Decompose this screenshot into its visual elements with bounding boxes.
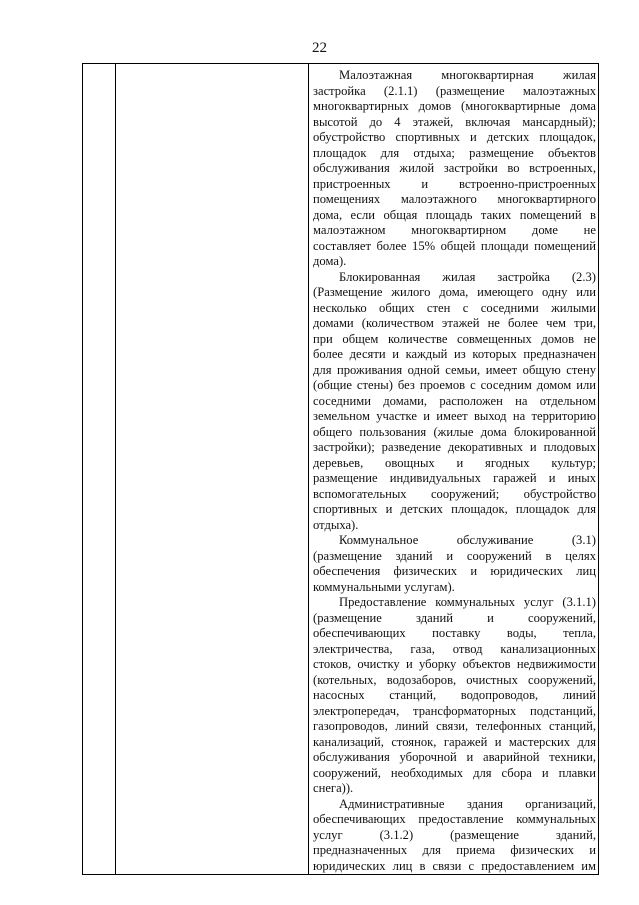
text-line: общего пользования (жилые дома блокированной	[313, 424, 596, 439]
text-line: (Размещение жилого дома, имеющего одну или	[313, 285, 596, 299]
text-line: при общем количестве совмещенных домов не	[313, 331, 596, 346]
text-line: обслуживания уборочной и аварийной техники,	[313, 750, 596, 764]
text-line: застройка (2.1.1) (размещение малоэтажных	[313, 83, 596, 98]
table-cell-empty	[116, 64, 309, 875]
text-line: обеспечивающих поставку воды, тепла,	[313, 626, 596, 640]
page-number: 22	[312, 40, 327, 56]
text-line: спортивных и детских площадок, площадок для	[313, 502, 596, 516]
text-line: предназначенных для приема физических и	[313, 843, 596, 857]
text-line: составляет более 15% общей площади помещений	[313, 238, 596, 253]
paragraph	[313, 270, 596, 534]
text-line: стоков, очистку и уборку объектов недвижимости	[313, 657, 596, 671]
text-line: соседними домами, расположен на отдельном	[313, 393, 596, 408]
text-line: пристроенных и встроенно-пристроенных	[313, 176, 596, 191]
text-line: Административные здания организаций,	[339, 796, 596, 811]
paragraph	[313, 68, 596, 270]
text-line: электропередач, трансформаторных подстанций,	[313, 703, 596, 718]
text-line: вспомогательных сооружений; обустройство	[313, 486, 596, 501]
text-line: обслуживания жилой застройки во встроенных,	[313, 161, 596, 175]
text-line: канализаций, стоянок, гаражей и мастерских для	[313, 734, 596, 749]
text-line: (размещение зданий и сооружений,	[313, 610, 596, 625]
text-line: (котельных, водозаборов, очистных сооружений,	[313, 672, 596, 687]
text-line: Блокированная жилая застройка (2.3)	[339, 269, 596, 284]
table-cell-text	[309, 64, 599, 875]
text-line: отдыха).	[313, 517, 359, 532]
text-line: размещение индивидуальных гаражей и иных	[313, 471, 596, 485]
text-line: Предоставление коммунальных услуг (3.1.1)	[339, 595, 596, 609]
text-line: услуг (3.1.2) (размещение зданий,	[313, 827, 596, 842]
text-line: газопроводов, линий связи, телефонных станций,	[313, 719, 596, 733]
text-line: более десяти и каждый из которых предназначен	[313, 347, 596, 361]
text-line: коммунальными услугам).	[313, 579, 455, 594]
text-line: высотой до 4 этажей, включая мансардный);	[313, 114, 596, 129]
paragraph	[313, 533, 596, 595]
text-line: многоквартирных домов (многоквартирные дома	[313, 99, 596, 113]
text-line: малоэтажном многоквартирном доме не	[313, 223, 596, 237]
text-line: обеспечивающих предоставление коммунальных	[313, 812, 596, 826]
text-line: застройки); разведение декоративных и плодовых	[313, 440, 596, 454]
text-line: электричества, газа, отвод канализационных	[313, 641, 596, 656]
text-line: обеспечения физических и юридических лиц	[313, 564, 596, 578]
text-line: несколько общих стен с соседними жилыми	[313, 300, 596, 315]
text-line: юридических лиц в связи с предоставлением им	[313, 858, 596, 873]
text-line: деревьев, овощных и ягодных культур;	[313, 455, 596, 470]
text-line: помещениях малоэтажного многоквартирного	[313, 192, 596, 206]
text-line: насосных станций, водопроводов, линий	[313, 688, 596, 702]
paragraph	[313, 595, 596, 797]
text-line: Малоэтажная многоквартирная жилая	[339, 68, 596, 82]
document-table	[82, 63, 599, 875]
text-line: Коммунальное обслуживание (3.1)	[339, 533, 596, 547]
text-line: снега)).	[313, 781, 354, 795]
text-line: площадок для отдыха; размещение объектов	[313, 145, 596, 160]
text-line: домами (количеством этажей не более чем три,	[313, 316, 596, 330]
text-line: для проживания одной семьи, имеет общую стену	[313, 362, 596, 377]
text-line: обустройство спортивных и детских площадок,	[313, 130, 596, 144]
text-line: (размещение зданий и сооружений в целях	[313, 548, 596, 563]
text-line: сооружений, необходимых для сбора и плавки	[313, 765, 596, 780]
text-line: дома).	[313, 254, 347, 268]
text-line: дома, если общая площадь таких помещений в	[313, 207, 596, 222]
table-cell-number	[83, 64, 116, 875]
text-line: земельном участке и имеет выход на территорию	[313, 409, 596, 423]
text-line: (общие стены) без проемов с соседним домом или	[313, 378, 596, 392]
paragraph	[313, 797, 596, 875]
